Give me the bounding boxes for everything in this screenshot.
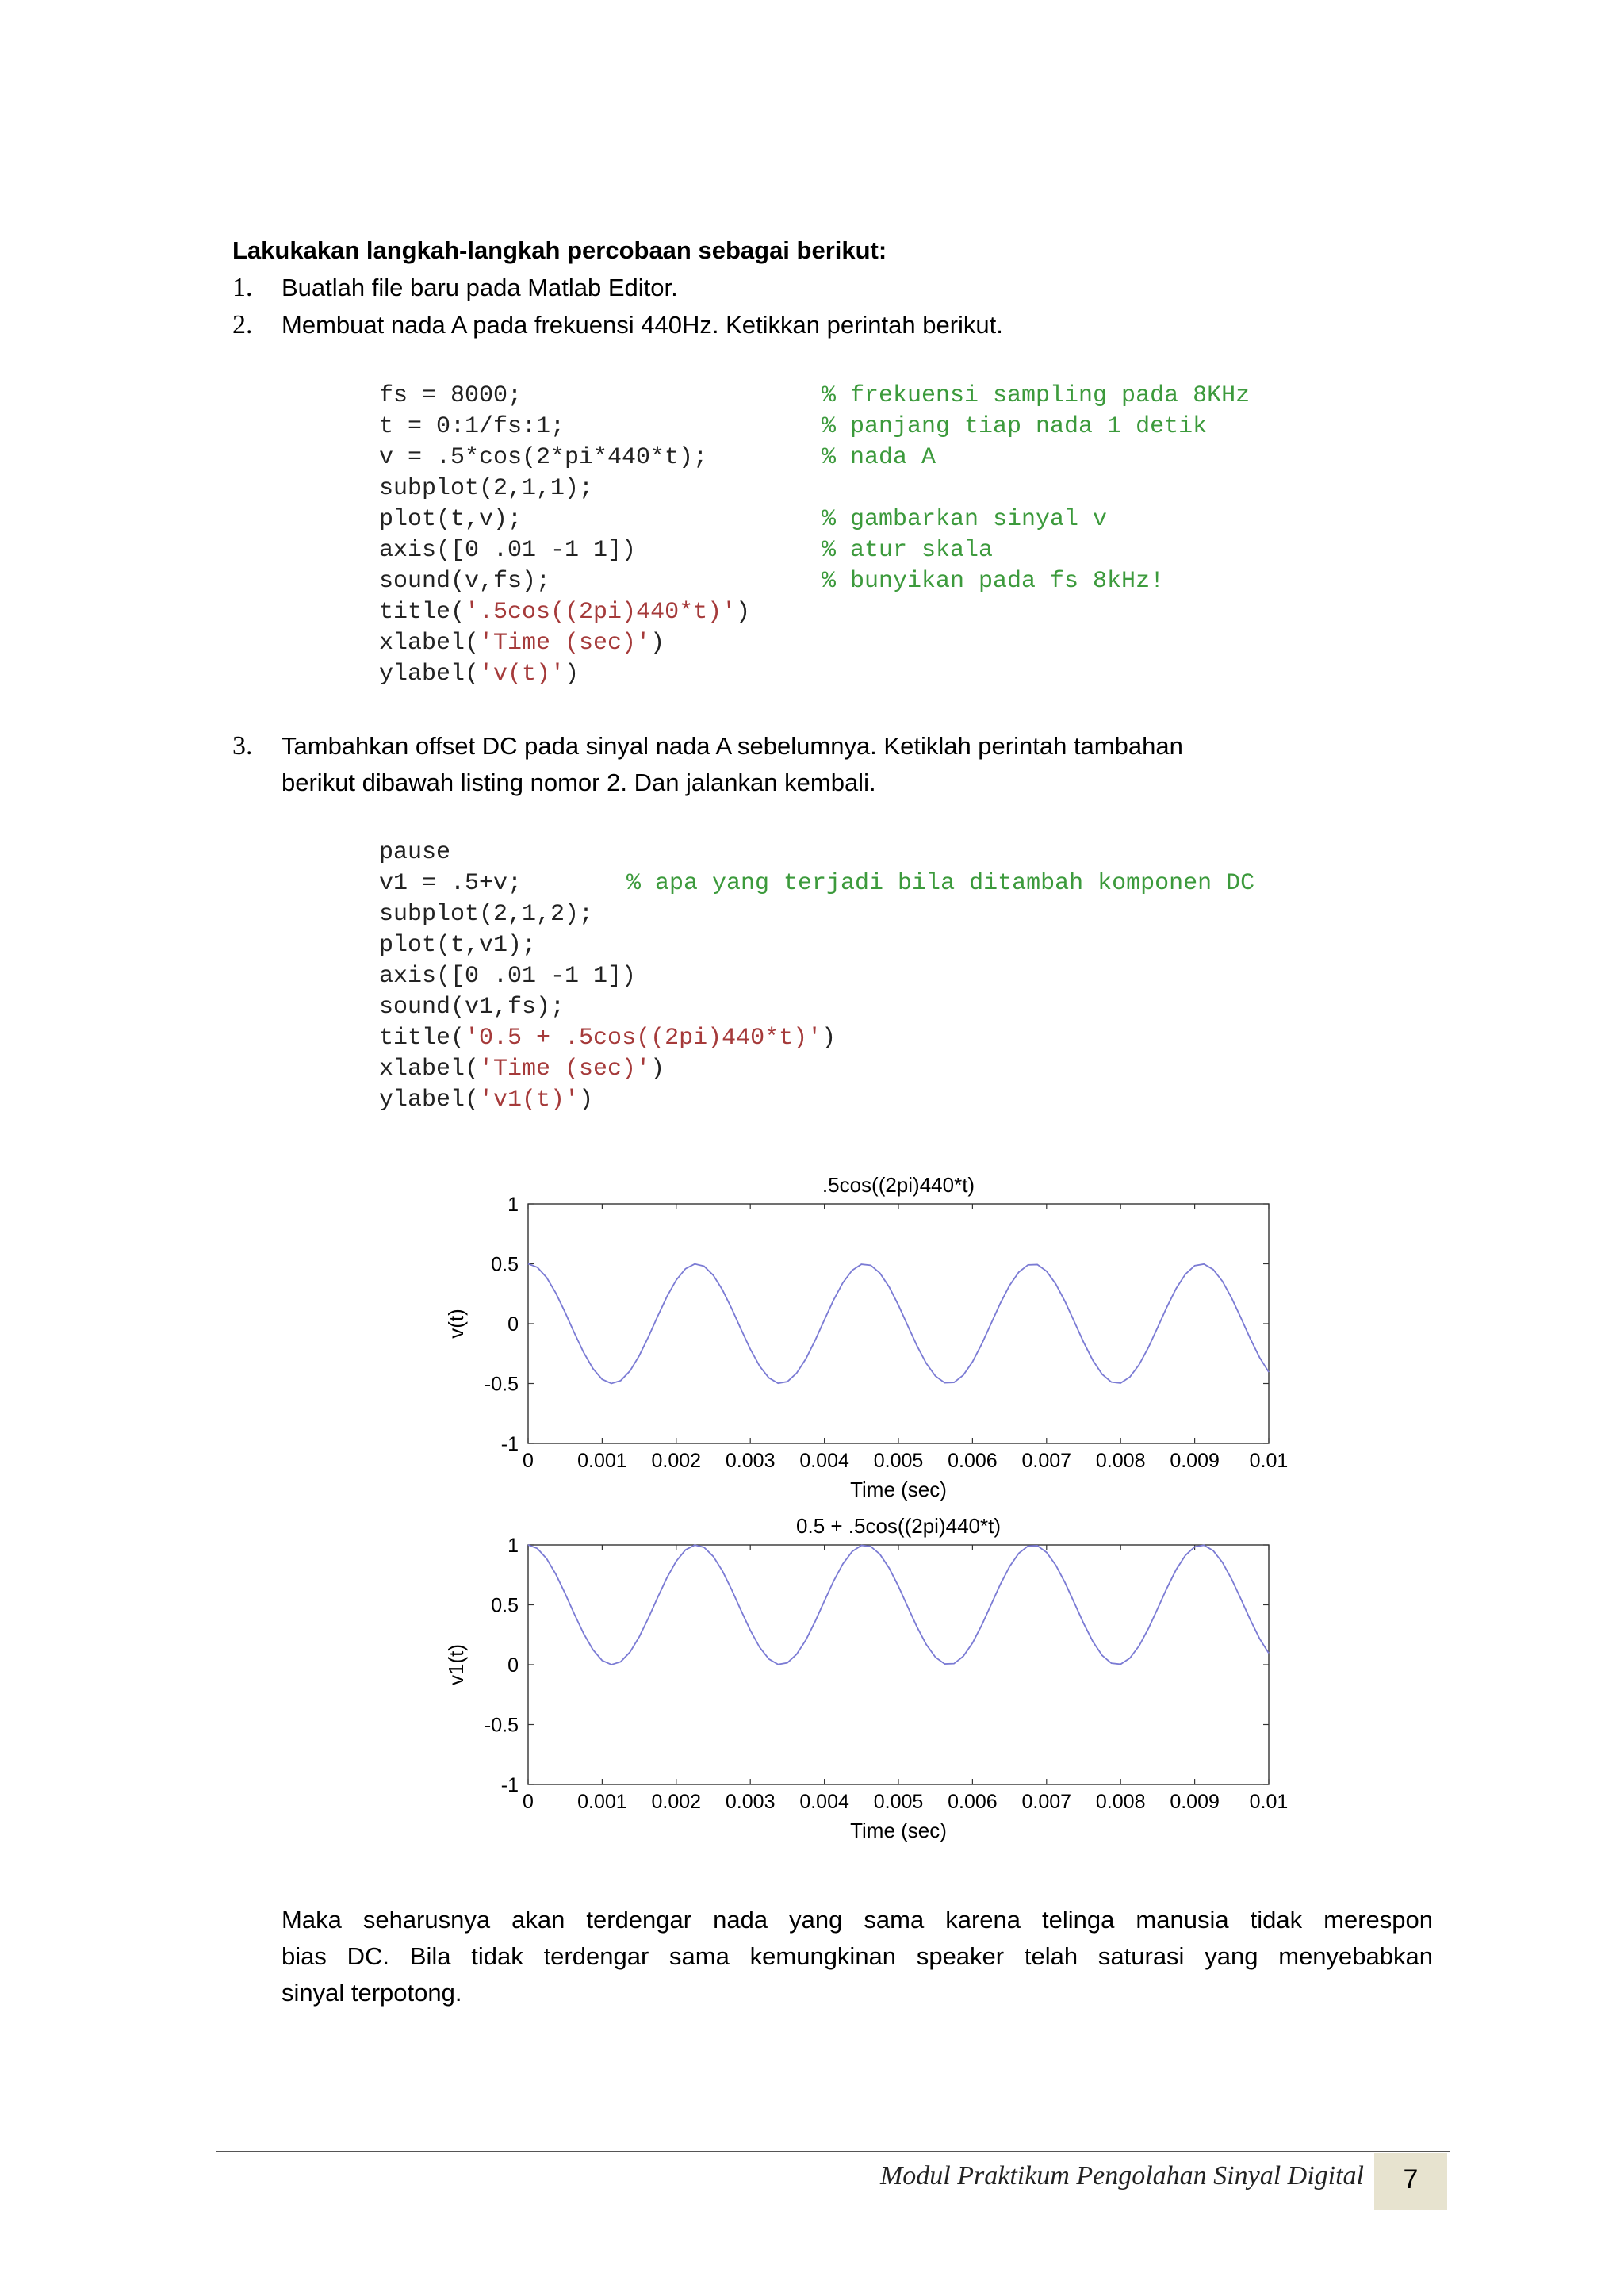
code-text: v1 = .5+v; <box>379 870 523 897</box>
code-comment: % panjang tiap nada 1 detik <box>822 413 1208 440</box>
chart-0-x-tick-label: 0.008 <box>1095 1450 1146 1472</box>
code-line <box>379 838 836 868</box>
chart-1-y-tick-label: 0.5 <box>491 1594 519 1617</box>
code-text: ) <box>736 599 751 626</box>
step-3-number: 3. <box>232 731 253 761</box>
conclusion-line1: Maka seharusnya akan terdengar nada yang sama karena telinga manusia tidak merespon <box>282 1906 1433 1934</box>
code-text: ) <box>650 630 665 657</box>
code-comment: % gambarkan sinyal v <box>822 506 1108 533</box>
code-text: ) <box>565 661 580 688</box>
code-line <box>379 992 836 1023</box>
footer-title: Modul Praktikum Pengolahan Sinyal Digital <box>879 2161 1364 2191</box>
code-text: ) <box>579 1087 594 1114</box>
code-text: ) <box>822 1025 837 1052</box>
chart-1-plot-area <box>528 1545 1269 1784</box>
code-listing-2 <box>379 838 1255 1116</box>
code-string: 'Time (sec)' <box>479 630 651 657</box>
chart-1-y-axis-label: v1(t) <box>444 1644 468 1685</box>
conclusion-paragraph <box>282 1902 1433 2011</box>
chart-0-x-tick-label: 0.007 <box>1021 1450 1072 1472</box>
page-number: 7 <box>1403 2164 1419 2194</box>
chart-1-x-tick-label: 0.002 <box>651 1791 702 1813</box>
code-string: 'v1(t)' <box>479 1087 580 1114</box>
chart-1-x-tick-label: 0.005 <box>873 1791 924 1813</box>
code-text: fs = 8000; <box>379 382 523 409</box>
code-text: axis([0 .01 -1 1]) <box>379 537 637 564</box>
code-text: plot(t,v); <box>379 506 523 533</box>
chart-1-x-tick-label: 0.004 <box>799 1791 849 1813</box>
code-line <box>379 961 836 992</box>
chart-1-x-tick-label: 0.001 <box>577 1791 627 1813</box>
code-text: ) <box>650 1056 665 1083</box>
code-comment: % apa yang terjadi bila ditambah komponen DC <box>626 870 1255 897</box>
code-line <box>379 659 750 690</box>
chart-0-y-tick-label: 1 <box>508 1194 519 1216</box>
chart-0-y-axis-label: v(t) <box>444 1309 468 1339</box>
code-line <box>379 1054 836 1085</box>
step-2-number: 2. <box>232 310 253 339</box>
chart-1-y-tick-label: -1 <box>500 1774 519 1796</box>
chart-0-x-axis-label: Time (sec) <box>850 1478 947 1501</box>
code-line <box>379 535 994 566</box>
code-line <box>379 1085 836 1116</box>
code-text: title( <box>379 599 465 626</box>
chart-0-plot-area <box>528 1204 1269 1443</box>
code-string: 'Time (sec)' <box>479 1056 651 1083</box>
chart-0-x-tick-label: 0 <box>523 1450 534 1472</box>
chart-0-y-tick-label: 0 <box>508 1313 519 1336</box>
chart-0-x-tick-label: 0.004 <box>799 1450 849 1472</box>
chart-1-x-tick-label: 0.008 <box>1095 1791 1146 1813</box>
chart-0-y-tick-label: -1 <box>500 1433 519 1455</box>
chart-0-x-tick-label: 0.006 <box>948 1450 998 1472</box>
code-line <box>379 443 936 473</box>
footer-divider <box>216 2151 1450 2152</box>
step-2-text: Membuat nada A pada frekuensi 440Hz. Ketikkan perintah berikut. <box>282 311 1003 339</box>
step-3-text-line1: Tambahkan offset DC pada sinyal nada A sebelumnya. Ketiklah perintah tambahan <box>282 732 1183 760</box>
code-comment: % frekuensi sampling pada 8KHz <box>822 382 1251 409</box>
code-line <box>379 868 1255 899</box>
chart-1-x-tick-label: 0.007 <box>1021 1791 1072 1813</box>
chart-0-x-tick-label: 0.002 <box>651 1450 702 1472</box>
step-1-text: Buatlah file baru pada Matlab Editor. <box>282 274 678 301</box>
code-listing-1 <box>379 381 1251 690</box>
code-text: xlabel( <box>379 630 480 657</box>
code-line <box>379 566 1165 597</box>
code-text: plot(t,v1); <box>379 932 537 959</box>
code-text: sound(v1,fs); <box>379 994 565 1021</box>
chart-0-x-tick-label: 0.005 <box>873 1450 924 1472</box>
chart-1-x-tick-label: 0.006 <box>948 1791 998 1813</box>
code-text: subplot(2,1,1); <box>379 475 594 502</box>
code-text: title( <box>379 1025 465 1052</box>
code-text: sound(v,fs); <box>379 568 551 595</box>
chart-1-x-tick-label: 0 <box>523 1791 534 1813</box>
code-line <box>379 1023 836 1054</box>
code-text: subplot(2,1,2); <box>379 901 594 928</box>
code-comment: % bunyikan pada fs 8kHz! <box>822 568 1165 595</box>
chart-0-x-tick-label: 0.001 <box>577 1450 627 1472</box>
code-line <box>379 628 750 659</box>
code-line <box>379 381 1251 412</box>
section-heading: Lakukakan langkah-langkah percobaan sebagai berikut: <box>232 236 887 264</box>
conclusion-line3: sinyal terpotong. <box>282 1979 462 2007</box>
code-string: '0.5 + .5cos((2pi)440*t)' <box>465 1025 822 1052</box>
step-3-text-line2: berikut dibawah listing nomor 2. Dan jalankan kembali. <box>282 769 876 796</box>
code-line <box>379 412 1208 443</box>
code-text: ylabel( <box>379 661 480 688</box>
code-comment: % atur skala <box>822 537 994 564</box>
chart-1-y-tick-label: 1 <box>508 1535 519 1557</box>
chart-0-y-tick-label: 0.5 <box>491 1253 519 1276</box>
code-text: xlabel( <box>379 1056 480 1083</box>
code-comment: % nada A <box>822 444 936 471</box>
code-line <box>379 930 836 961</box>
code-text: pause <box>379 839 451 866</box>
code-string: '.5cos((2pi)440*t)' <box>465 599 737 626</box>
code-line <box>379 504 1108 535</box>
conclusion-line2: bias DC. Bila tidak terdengar sama kemungkinan speaker telah saturasi yang menyebabkan <box>282 1942 1433 1970</box>
code-string: 'v(t)' <box>479 661 565 688</box>
chart-0-x-tick-label: 0.009 <box>1170 1450 1220 1472</box>
chart-1-x-axis-label: Time (sec) <box>850 1819 947 1842</box>
code-text: ylabel( <box>379 1087 480 1114</box>
code-line <box>379 597 750 628</box>
chart-1-title: 0.5 + .5cos((2pi)440*t) <box>796 1514 1001 1538</box>
page-number-box <box>1374 2153 1447 2210</box>
code-text: v = .5*cos(2*pi*440*t); <box>379 444 708 471</box>
chart-1-y-tick-label: 0 <box>508 1654 519 1677</box>
chart-0-title: .5cos((2pi)440*t) <box>822 1173 975 1197</box>
code-text: axis([0 .01 -1 1]) <box>379 963 637 990</box>
waveform-figure <box>428 1158 1300 1856</box>
chart-1-x-tick-label: 0.003 <box>725 1791 776 1813</box>
chart-1-x-tick-label: 0.009 <box>1170 1791 1220 1813</box>
chart-0-x-tick-label: 0.003 <box>725 1450 776 1472</box>
code-text: t = 0:1/fs:1; <box>379 413 565 440</box>
chart-1-y-tick-label: -0.5 <box>484 1714 519 1737</box>
code-line <box>379 899 836 930</box>
step-1-number: 1. <box>232 273 253 302</box>
code-line <box>379 473 750 504</box>
chart-0-x-tick-label: 0.01 <box>1249 1450 1289 1472</box>
chart-1-x-tick-label: 0.01 <box>1249 1791 1289 1813</box>
chart-0-y-tick-label: -0.5 <box>484 1373 519 1396</box>
